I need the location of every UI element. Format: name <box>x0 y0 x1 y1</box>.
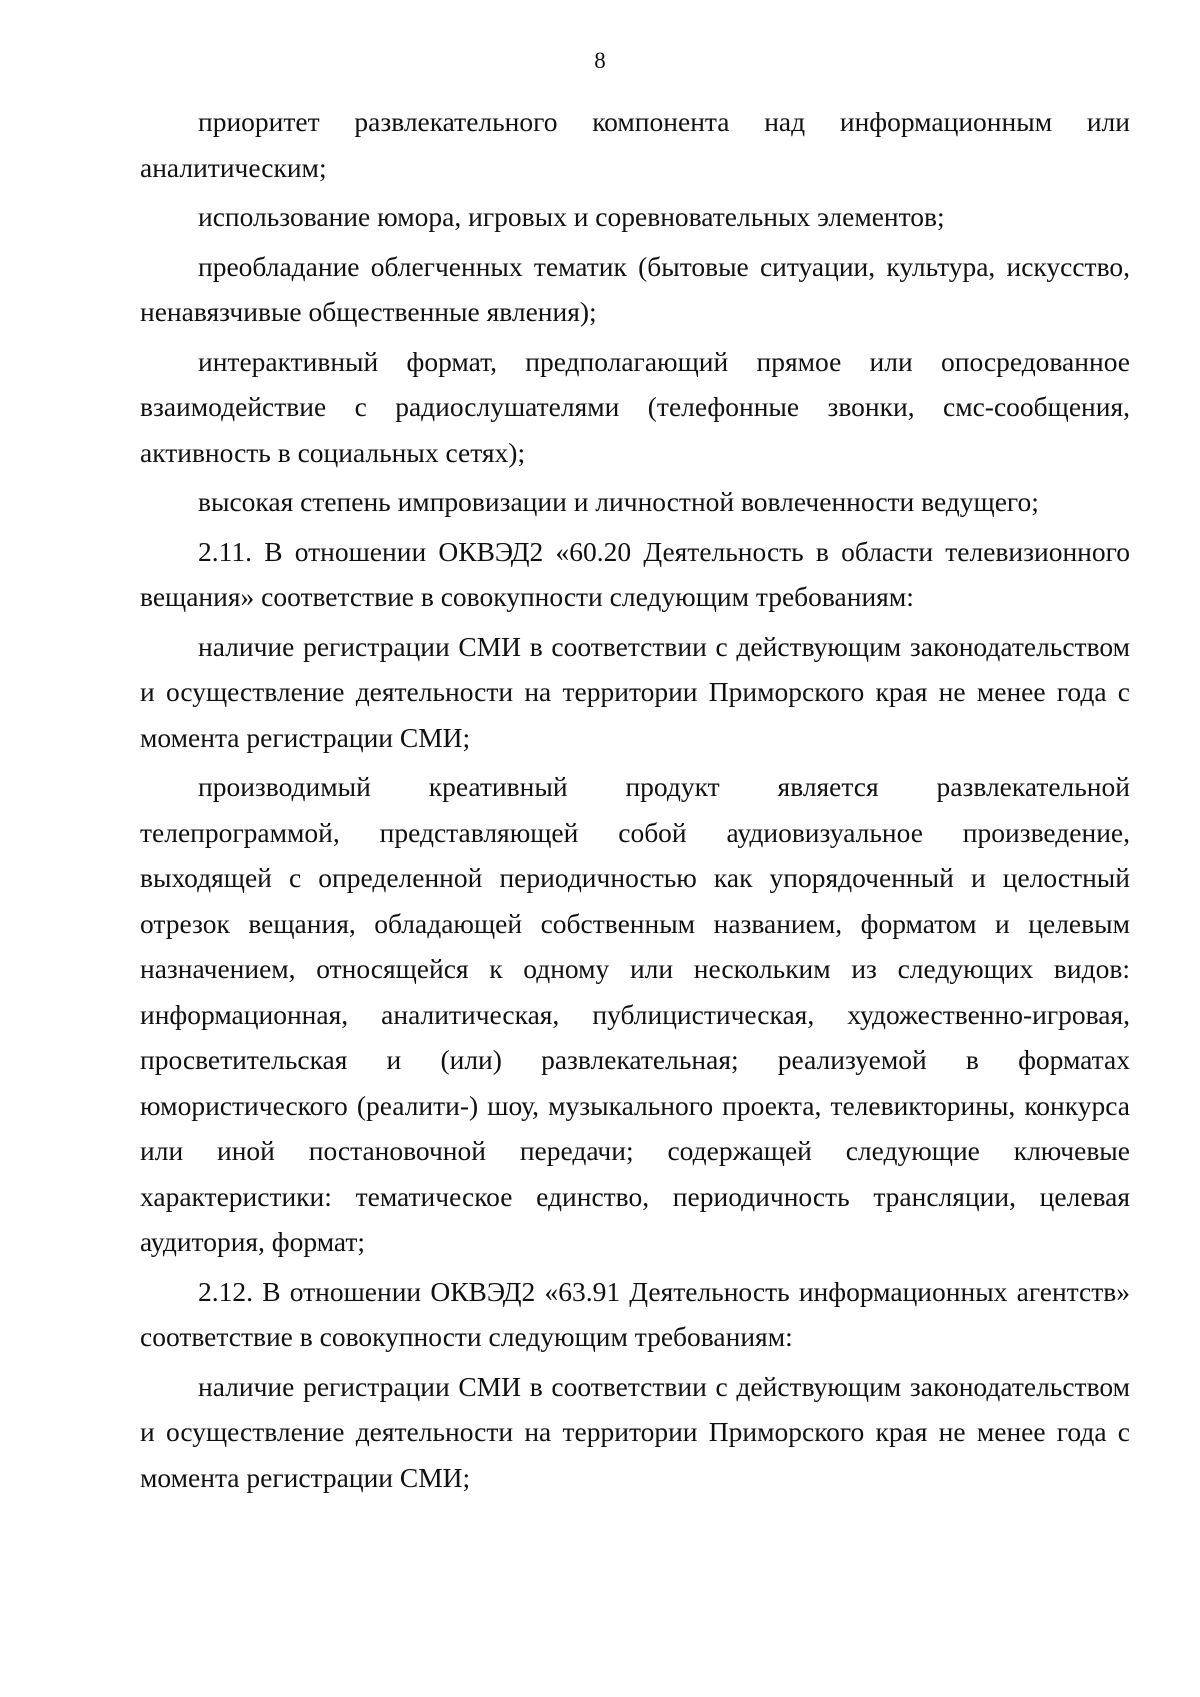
paragraph-interactive-format: интерактивный формат, предполагающий прямое или опосредованное взаимодействие с радиослушателями (телефонные звонки, смс-сообщения, активность в социальных сетях); <box>140 345 1130 468</box>
paragraph-media-registration-tv: наличие регистрации СМИ в соответствии с действующим законодательством и осуществление деятельности на территории Приморского края не менее года с момента регистрации СМИ; <box>140 630 1130 753</box>
page-number: 8 <box>594 48 606 73</box>
paragraph-section-2-12: 2.12. В отношении ОКВЭД2 «63.91 Деятельность информационных агентств» соответствие в совокупности следующим требованиям: <box>140 1275 1130 1352</box>
paragraph-light-topics: преобладание облегченных тематик (бытовые ситуации, культура, искусство, ненавязчивые общественные явления); <box>140 250 1130 327</box>
paragraph-section-2-11: 2.11. В отношении ОКВЭД2 «60.20 Деятельность в области телевизионного вещания» соответствие в совокупности следующим требованиям: <box>140 535 1130 612</box>
paragraph-media-registration-agency: наличие регистрации СМИ в соответствии с действующим законодательством и осуществление деятельности на территории Приморского края не менее года с момента регистрации СМИ; <box>140 1370 1130 1493</box>
paragraph-improvisation: высокая степень импровизации и личностной вовлеченности ведущего; <box>198 486 1039 517</box>
paragraph-entertainment-priority: приоритет развлекательного компонента над информационным или аналитическим; <box>140 106 1130 183</box>
document-body <box>140 99 1130 1504</box>
paragraph-humor-usage: использование юмора, игровых и соревновательных элементов; <box>198 201 945 232</box>
paragraph-tv-program-product: производимый креативный продукт является развлекательной телепрограммой, представляющей собой аудиовизуальное произведение, выходящей с определенной периодичностью как упорядоченный и целостный отрезок вещания, обладающей собственным названием, форматом и целевым назначением, относящейся к одному или нескольким из следующих видов: информационная, аналитическая, публицистическая, художественно-игровая, просветительская и (или) развлекательная; реализуемой в форматах юмористического (реалити-) шоу, музыкального проекта, телевикторины, конкурса или иной постановочной передачи; содержащей следующие ключевые характеристики: тематическое единство, периодичность трансляции, целевая аудитория, формат; <box>140 771 1130 1257</box>
